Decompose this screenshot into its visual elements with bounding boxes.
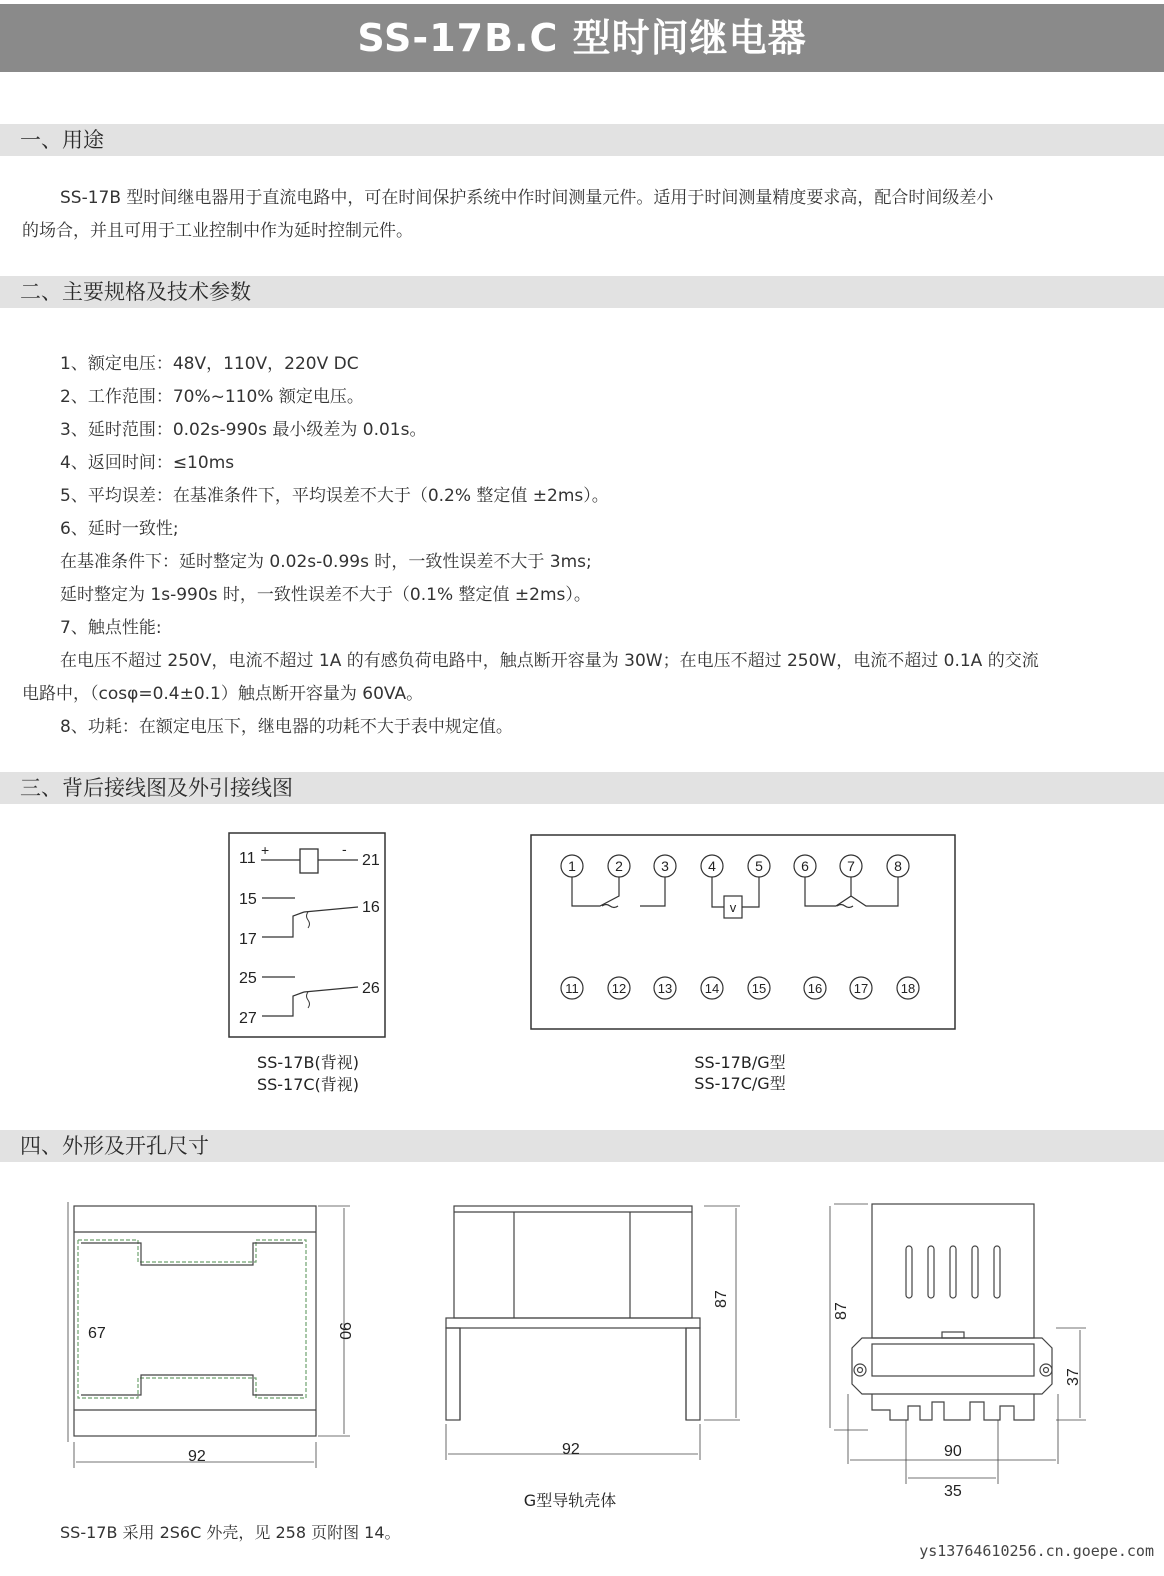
g-wiring-caption-c: SS-17C/G型 xyxy=(694,1074,786,1093)
dimension-label: 90 xyxy=(944,1443,962,1460)
section-header-usage xyxy=(0,124,1164,156)
rail-mount-drawing xyxy=(820,1198,1100,1498)
terminal-number: 14 xyxy=(704,981,720,996)
terminal-number: 1 xyxy=(568,858,576,874)
dimension-label: 37 xyxy=(1065,1368,1082,1386)
spec-item: 延时整定为 1s-990s 时，一致性误差不大于（0.1% 整定值 ±2ms）。 xyxy=(60,585,591,605)
terminal-label: 25 xyxy=(239,970,257,987)
spec-item: 在电压不超过 250V，电流不超过 1A 的有感负荷电路中，触点断开容量为 30W；在电压不超过 250W，电流不超过 0.1A 的交流 xyxy=(60,651,1039,671)
back-wiring-diagram xyxy=(228,832,388,1040)
terminal-label: 17 xyxy=(239,931,257,948)
dimension-label: 35 xyxy=(944,1483,962,1498)
footnote: SS-17B 采用 2S6C 外壳，见 258 页附图 14。 xyxy=(60,1523,401,1542)
spec-item: 8、功耗：在额定电压下，继电器的功耗不大于表中规定值。 xyxy=(60,717,513,737)
terminal-label: 15 xyxy=(239,891,257,908)
dimension-label: 92 xyxy=(562,1441,580,1458)
terminal-number: 6 xyxy=(801,858,809,874)
g-wiring-caption-b: SS-17B/G型 xyxy=(694,1053,786,1072)
section-header-wiring xyxy=(0,772,1164,804)
minus-sign: - xyxy=(342,841,347,857)
usage-paragraph-line1: SS-17B 型时间继电器用于直流电路中，可在时间保护系统中作时间测量元件。适用于时间测量精度要求高，配合时间级差小 xyxy=(60,188,994,208)
terminal-number: 5 xyxy=(755,858,763,874)
spec-item: 5、平均误差：在基准条件下，平均误差不大于（0.2% 整定值 ±2ms）。 xyxy=(60,486,609,506)
terminal-label: 21 xyxy=(362,852,380,869)
terminal-number: 2 xyxy=(615,858,623,874)
section-header-specs xyxy=(0,276,1164,308)
terminal-number: 3 xyxy=(661,858,669,874)
section-header-dimensions xyxy=(0,1130,1164,1162)
terminal-label: 26 xyxy=(362,980,380,997)
dimension-label: 87 xyxy=(713,1290,730,1308)
terminal-label: 16 xyxy=(362,899,380,916)
terminal-number: 4 xyxy=(708,858,716,874)
terminal-number: 8 xyxy=(894,858,902,874)
spec-item: 在基准条件下：延时整定为 0.02s-0.99s 时，一致性误差不大于 3ms; xyxy=(60,552,592,572)
back-wiring-caption-c: SS-17C(背视) xyxy=(256,1075,360,1094)
terminal-label: 27 xyxy=(239,1010,257,1027)
dimension-label: 87 xyxy=(833,1302,850,1320)
g-rail-caption: G型导轨壳体 xyxy=(523,1491,617,1510)
g-rail-side-drawing xyxy=(440,1198,750,1468)
section-dimensions-title: 四、外形及开孔尺寸 xyxy=(20,1134,209,1158)
usage-paragraph-line2: 的场合，并且可用于工业控制中作为延时控制元件。 xyxy=(22,221,413,241)
terminal-number: 11 xyxy=(565,981,579,996)
spec-item: 6、延时一致性; xyxy=(60,519,179,539)
terminal-label: 11 xyxy=(239,850,256,867)
terminal-number: 16 xyxy=(807,981,823,996)
spec-item: 1、额定电压：48V，110V，220V DC xyxy=(60,354,359,374)
section-usage-title: 一、用途 xyxy=(20,128,104,152)
spec-item: 7、触点性能: xyxy=(60,618,162,638)
dimension-label: 90 xyxy=(336,1322,353,1340)
plus-sign: + xyxy=(261,842,270,858)
section-wiring-title: 三、背后接线图及外引接线图 xyxy=(20,776,293,800)
dimension-label: 92 xyxy=(188,1448,206,1465)
terminal-number: 18 xyxy=(900,981,916,996)
page-title: SS-17B.C 型时间继电器 xyxy=(0,4,1164,72)
spec-item: 3、延时范围：0.02s-990s 最小级差为 0.01s。 xyxy=(60,420,427,440)
section-specs-title: 二、主要规格及技术参数 xyxy=(20,280,251,304)
terminal-number: 13 xyxy=(657,981,673,996)
front-view-drawing xyxy=(66,1198,366,1476)
spec-item: 2、工作范围：70%~110% 额定电压。 xyxy=(60,387,364,407)
terminal-number: 17 xyxy=(853,981,869,996)
g-wiring-diagram xyxy=(530,834,958,1032)
terminal-number: 12 xyxy=(611,981,627,996)
terminal-number: 15 xyxy=(751,981,767,996)
terminal-number: 7 xyxy=(847,858,855,874)
dimension-label: 67 xyxy=(88,1325,106,1342)
spec-item: 4、返回时间：≤10ms xyxy=(60,453,235,473)
voltmeter-label: v xyxy=(729,900,737,915)
back-wiring-caption-b: SS-17B(背视) xyxy=(257,1053,359,1072)
watermark-url: ys13764610256.cn.goepe.com xyxy=(919,1542,1154,1560)
spec-item: 电路中，（cosφ=0.4±0.1）触点断开容量为 60VA。 xyxy=(22,684,424,704)
